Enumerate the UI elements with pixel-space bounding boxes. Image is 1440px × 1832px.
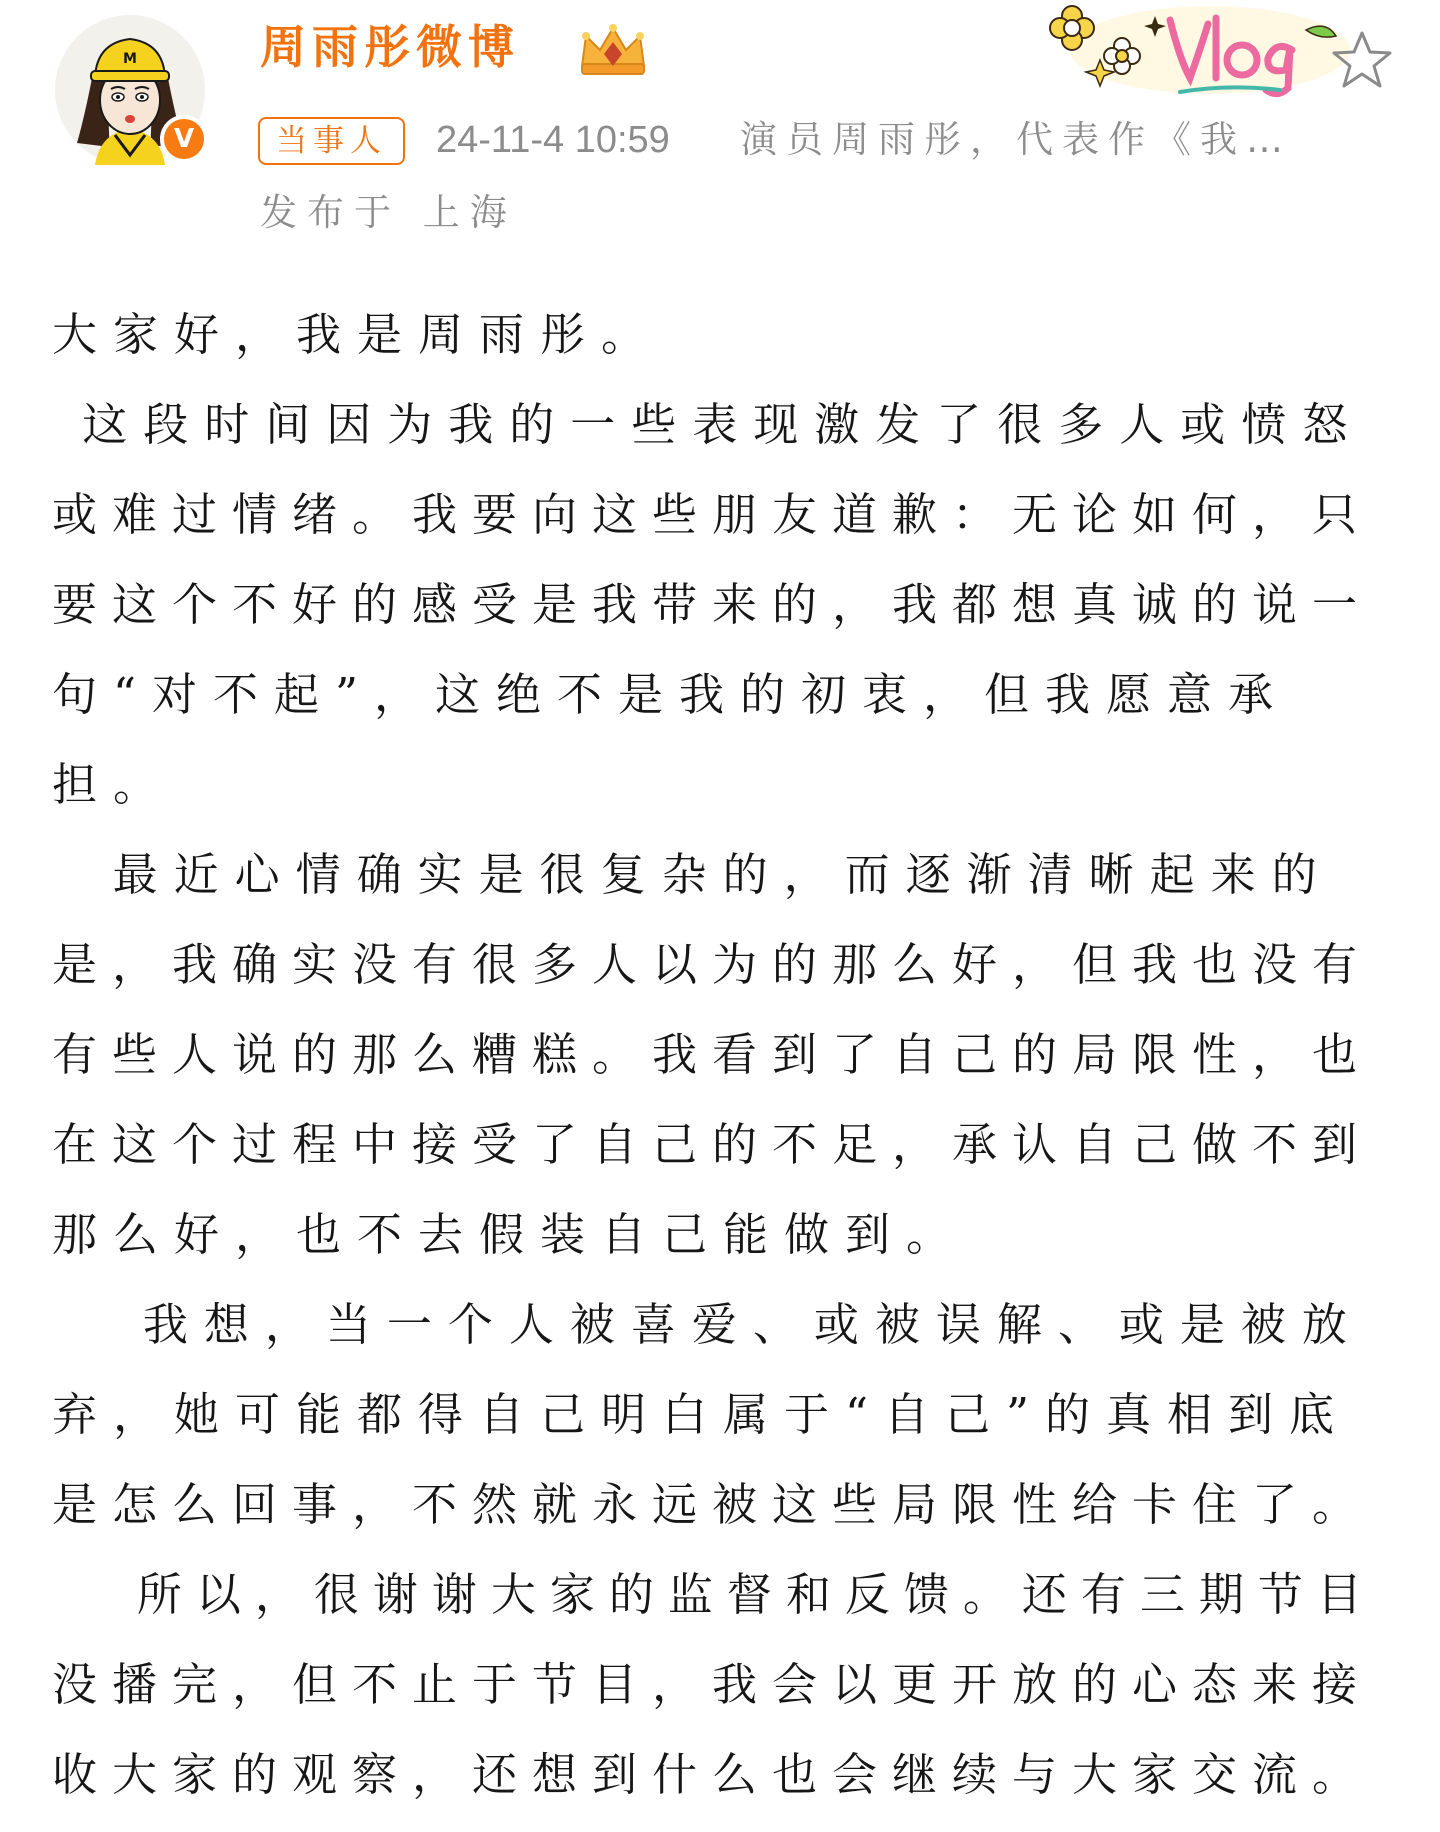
- post-line: 或难过情绪。我要向这些朋友道歉：无论如何，只: [52, 488, 1373, 541]
- post-line: 担。: [52, 758, 175, 811]
- crown-badge-icon[interactable]: [576, 20, 650, 80]
- post-line: 大家好，我是周雨彤。: [52, 308, 663, 361]
- post-line: 没播完，但不止于节目，我会以更开放的心态来接: [52, 1658, 1373, 1711]
- post-line: 在这个过程中接受了自己的不足，承认自己做不到: [52, 1118, 1373, 1171]
- star-outline-icon[interactable]: [1330, 28, 1394, 92]
- post-line: 收大家的观察，还想到什么也会继续与大家交流。: [52, 1748, 1373, 1801]
- user-description: 演员周雨彤，代表作《我…: [740, 118, 1292, 161]
- post-line: 是，我确实没有很多人以为的那么好，但我也没有: [52, 938, 1373, 991]
- post-line: 最近心情确实是很复杂的，而逐渐清晰起来的: [52, 848, 1333, 901]
- post-line: 要这个不好的感受是我带来的，我都想真诚的说一: [52, 578, 1373, 631]
- post-line: 句“对不起”，这绝不是我的初衷，但我愿意承: [52, 668, 1290, 721]
- party-tag: 当事人: [258, 117, 405, 165]
- verified-badge-icon: V: [160, 115, 208, 163]
- post-line: 是怎么回事，不然就永远被这些局限性给卡住了。: [52, 1478, 1373, 1531]
- post-line: 这段时间因为我的一些表现激发了很多人或愤怒: [52, 398, 1364, 451]
- post-content: [52, 290, 1392, 1820]
- publish-location: 发布于 上海: [260, 191, 517, 234]
- post-timestamp[interactable]: 24-11-4 10:59: [436, 119, 670, 161]
- post-line: 弃，她可能都得自己明白属于“自己”的真相到底: [52, 1388, 1351, 1441]
- vlog-flower-decoration: [1030, 0, 1360, 100]
- post-line: 所以，很谢谢大家的监督和反馈。还有三期节目: [52, 1568, 1376, 1621]
- post-line: 那么好，也不去假装自己能做到。: [52, 1208, 968, 1261]
- post-header: [0, 0, 1440, 270]
- post-line: 我想，当一个人被喜爱、或被误解、或是被放: [52, 1298, 1363, 1351]
- post-line: 有些人说的那么糟糕。我看到了自己的局限性，也: [52, 1028, 1373, 1081]
- user-name[interactable]: 周雨彤微博: [260, 20, 520, 74]
- svg-text:M: M: [123, 51, 137, 67]
